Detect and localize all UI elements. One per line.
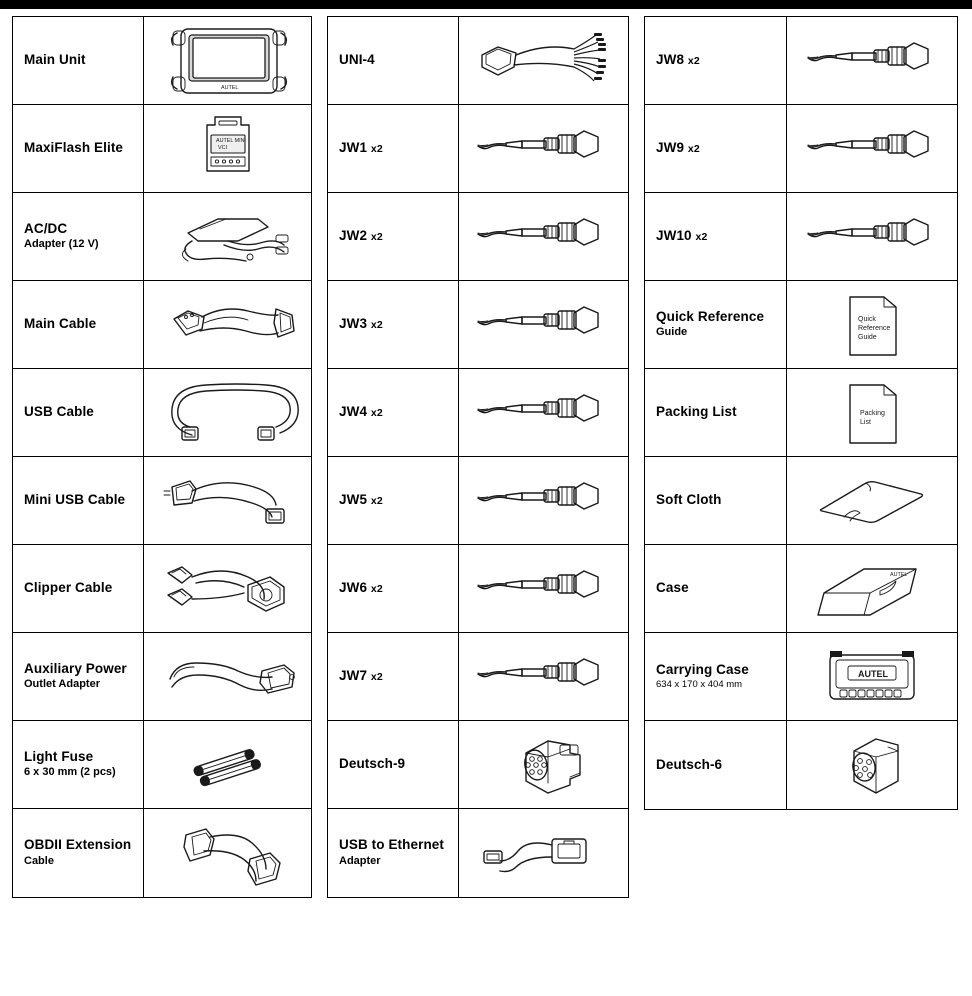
svg-text:VCI: VCI — [217, 144, 227, 151]
item-name: Packing List — [656, 404, 737, 420]
table-row — [328, 721, 628, 809]
item-name: Soft Cloth — [656, 492, 722, 508]
item-label — [645, 369, 787, 456]
table-row — [328, 17, 628, 105]
item-label — [13, 457, 144, 544]
light-fuse-icon — [144, 721, 311, 808]
item-name: UNI-4 — [339, 52, 375, 68]
item-name: Mini USB Cable — [24, 492, 126, 508]
svg-text:AUTEL MINI: AUTEL MINI — [215, 137, 246, 144]
item-name: JW9 — [656, 140, 685, 156]
accessory-table — [12, 16, 958, 898]
table-row — [645, 369, 957, 457]
case-icon — [787, 545, 957, 632]
item-label — [328, 809, 459, 897]
item-sub: Guide — [656, 326, 688, 339]
item-qty: x2 — [687, 55, 700, 68]
item-name: JW4 — [339, 404, 368, 420]
item-label — [13, 633, 144, 720]
item-sub: Adapter — [339, 854, 381, 867]
item-name: JW8 — [656, 52, 685, 68]
item-qty: x2 — [370, 583, 383, 596]
obdii-extension-cable-icon — [144, 809, 311, 897]
item-label — [645, 457, 787, 544]
table-row — [328, 457, 628, 545]
jumper-adapter-icon — [459, 457, 628, 544]
item-name: Deutsch-9 — [339, 756, 406, 772]
item-qty: x2 — [370, 671, 383, 684]
table-row — [645, 281, 957, 369]
column-1 — [12, 16, 312, 898]
item-qty: x2 — [370, 407, 383, 420]
table-row — [645, 105, 957, 193]
vci-module-icon — [144, 105, 311, 192]
item-label — [645, 545, 787, 632]
svg-text:List: List — [860, 418, 871, 426]
svg-text:AUTEL: AUTEL — [220, 84, 238, 91]
item-name: JW3 — [339, 316, 368, 332]
item-label — [645, 281, 787, 368]
svg-text:Quick: Quick — [858, 315, 876, 323]
mini-usb-cable-icon — [144, 457, 311, 544]
quick-reference-guide-icon — [787, 281, 957, 368]
item-label — [328, 457, 459, 544]
carrying-case-icon — [787, 633, 957, 720]
table-row — [645, 457, 957, 545]
svg-text:AUTEL: AUTEL — [858, 668, 888, 679]
item-name: USB Cable — [24, 404, 94, 420]
item-label — [328, 17, 459, 104]
table-row — [328, 633, 628, 721]
table-row — [328, 545, 628, 633]
item-label — [13, 17, 144, 104]
table-row — [13, 633, 311, 721]
item-name: JW6 — [339, 580, 368, 596]
table-row — [13, 545, 311, 633]
item-sub: Cable — [24, 854, 54, 867]
item-label — [645, 17, 787, 104]
item-qty: x2 — [695, 231, 708, 244]
item-name: Deutsch-6 — [656, 756, 723, 772]
item-label — [328, 105, 459, 192]
item-label — [13, 721, 144, 808]
table-row — [328, 809, 628, 897]
item-label — [645, 721, 787, 809]
jumper-adapter-icon — [787, 105, 957, 192]
table-row — [328, 193, 628, 281]
table-row — [645, 193, 957, 281]
table-row — [328, 369, 628, 457]
table-row — [645, 633, 957, 721]
item-label — [328, 369, 459, 456]
usb-cable-icon — [144, 369, 311, 456]
item-qty: x2 — [687, 143, 700, 156]
table-row — [13, 17, 311, 105]
table-row — [13, 809, 311, 897]
table-row — [645, 721, 957, 809]
auxiliary-power-outlet-adapter-icon — [144, 633, 311, 720]
svg-text:Guide: Guide — [858, 333, 877, 341]
table-row — [645, 545, 957, 633]
table-row — [13, 281, 311, 369]
item-sub: Adapter (12 V) — [24, 238, 99, 251]
item-label — [13, 369, 144, 456]
main-cable-icon — [144, 281, 311, 368]
item-name: Carrying Case — [656, 661, 749, 677]
jumper-adapter-icon — [459, 633, 628, 720]
item-name: MaxiFlash Elite — [24, 140, 124, 156]
item-label — [13, 545, 144, 632]
clipper-cable-icon — [144, 545, 311, 632]
item-qty: x2 — [370, 231, 383, 244]
table-row — [13, 369, 311, 457]
usb-to-ethernet-adapter-icon — [459, 809, 628, 897]
item-sub: Outlet Adapter — [24, 678, 100, 691]
item-name: USB to Ethernet — [339, 837, 445, 853]
item-label — [328, 633, 459, 720]
table-row — [13, 193, 311, 281]
packing-list-icon — [787, 369, 957, 456]
item-label — [328, 721, 459, 808]
item-label — [645, 633, 787, 720]
jumper-adapter-icon — [459, 369, 628, 456]
tablet-device-icon — [144, 17, 311, 104]
item-name: Light Fuse — [24, 748, 94, 764]
item-name: Clipper Cable — [24, 580, 113, 596]
item-name: Main Unit — [24, 52, 86, 68]
svg-text:AUTEL: AUTEL — [890, 571, 908, 578]
table-row — [13, 457, 311, 545]
item-qty: x2 — [370, 495, 383, 508]
jumper-adapter-icon — [459, 193, 628, 280]
item-name: Case — [656, 580, 689, 596]
item-qty: x2 — [370, 319, 383, 332]
item-name: JW1 — [339, 140, 368, 156]
item-name: JW10 — [656, 228, 692, 244]
table-row — [13, 721, 311, 809]
item-qty: x2 — [370, 143, 383, 156]
item-label — [13, 281, 144, 368]
item-label — [328, 193, 459, 280]
item-label — [13, 193, 144, 280]
jumper-adapter-icon — [459, 281, 628, 368]
item-label — [645, 193, 787, 280]
column-3 — [644, 16, 958, 810]
table-row — [328, 281, 628, 369]
jumper-adapter-icon — [459, 545, 628, 632]
item-label — [645, 105, 787, 192]
item-label — [328, 281, 459, 368]
table-row — [328, 105, 628, 193]
item-name: OBDII Extension — [24, 837, 132, 853]
item-name: Auxiliary Power — [24, 660, 127, 676]
item-sub: 6 x 30 mm (2 pcs) — [24, 766, 116, 779]
jumper-adapter-icon — [787, 193, 957, 280]
jumper-adapter-icon — [787, 17, 957, 104]
item-sub: 634 x 170 x 404 mm — [656, 679, 743, 691]
table-row — [13, 105, 311, 193]
svg-text:Reference: Reference — [858, 324, 891, 332]
jumper-adapter-icon — [459, 105, 628, 192]
item-name: JW7 — [339, 668, 368, 684]
svg-text:Packing: Packing — [860, 409, 885, 417]
deutsch6-adapter-icon — [787, 721, 957, 809]
power-adapter-icon — [144, 193, 311, 280]
deutsch9-adapter-icon — [459, 721, 628, 808]
item-label — [13, 809, 144, 897]
item-name: Main Cable — [24, 316, 97, 332]
uni4-breakout-cable-icon — [459, 17, 628, 104]
top-rule — [0, 0, 972, 9]
column-2 — [327, 16, 629, 898]
item-name: AC/DC — [24, 220, 68, 236]
item-label — [13, 105, 144, 192]
item-label — [328, 545, 459, 632]
item-name: Quick Reference — [656, 308, 765, 324]
item-name: JW2 — [339, 228, 368, 244]
soft-cloth-icon — [787, 457, 957, 544]
item-name: JW5 — [339, 492, 368, 508]
table-row — [645, 17, 957, 105]
